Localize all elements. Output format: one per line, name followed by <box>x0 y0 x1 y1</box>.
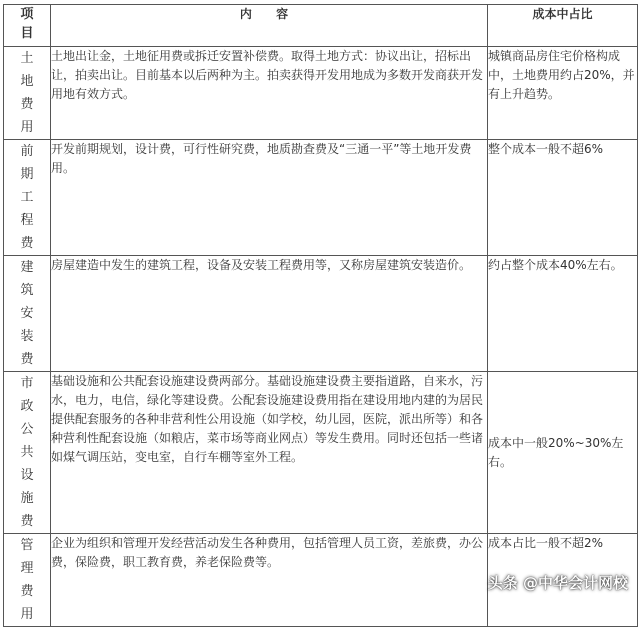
row-share-cell: 城镇商品房住宅价格构成中，土地费用约占20%，并有上升趋势。 <box>488 47 638 140</box>
row-share-cell: 整个成本一般不超6% <box>488 140 638 256</box>
header-item: 项目 <box>4 5 51 47</box>
table-row <box>4 256 638 372</box>
row-share-cell: 成本占比一般不超2% <box>488 534 638 627</box>
row-item-cell <box>4 534 51 627</box>
table-row <box>4 372 638 534</box>
header-content: 内 容 <box>51 5 488 47</box>
table-row <box>4 140 638 256</box>
row-item-label: 前期工程费 <box>20 144 34 251</box>
watermark: 头条 @中华会计网校 <box>487 574 628 592</box>
header-share: 成本中占比 <box>488 5 638 47</box>
row-item-label: 市政公共设施费 <box>20 376 34 529</box>
row-share-cell: 成本中一般20%~30%左右。 <box>488 372 638 534</box>
row-content-cell: 企业为组织和管理开发经营活动发生各种费用，包括管理人员工资，差旅费，办公费，保险费，职工教育费，养老保险费等。 <box>51 534 488 627</box>
row-item-cell <box>4 256 51 372</box>
row-item-label: 建筑安装费 <box>20 260 34 367</box>
row-content-cell: 基础设施和公共配套设施建设费两部分。基础设施建设费主要指道路，自来水，污水，电力，电信，绿化等建设费。公配套设施建设费用指在建设用地内建的为居民提供配套服务的各种非营利性公用设施（如学校，幼儿园，医院，派出所等）和各种营利性配套设施（如粮店，菜市场等商业网点）等发生费用。同时还包括一些诸如煤气调压站，变电室，自行车棚等室外工程。 <box>51 372 488 534</box>
row-item-cell <box>4 372 51 534</box>
row-content-cell: 土地出让金，土地征用费或拆迁安置补偿费。取得土地方式：协议出让，招标出让，拍卖出让。目前基本以后两种为主。拍卖获得开发用地成为多数开发商获开发用地有效方式。 <box>51 47 488 140</box>
row-item-cell <box>4 47 51 140</box>
cost-table <box>3 4 638 627</box>
row-item-label: 土地费用 <box>20 51 34 135</box>
row-item-cell <box>4 140 51 256</box>
row-content-cell: 开发前期规划，设计费，可行性研究费，地质勘查费及“三通一平”等土地开发费用。 <box>51 140 488 256</box>
row-item-label: 管理费用 <box>20 538 34 622</box>
header-row <box>4 5 638 47</box>
row-share-cell: 约占整个成本40%左右。 <box>488 256 638 372</box>
row-content-cell: 房屋建造中发生的建筑工程，设备及安装工程费用等，又称房屋建筑安装造价。 <box>51 256 488 372</box>
table-row <box>4 47 638 140</box>
